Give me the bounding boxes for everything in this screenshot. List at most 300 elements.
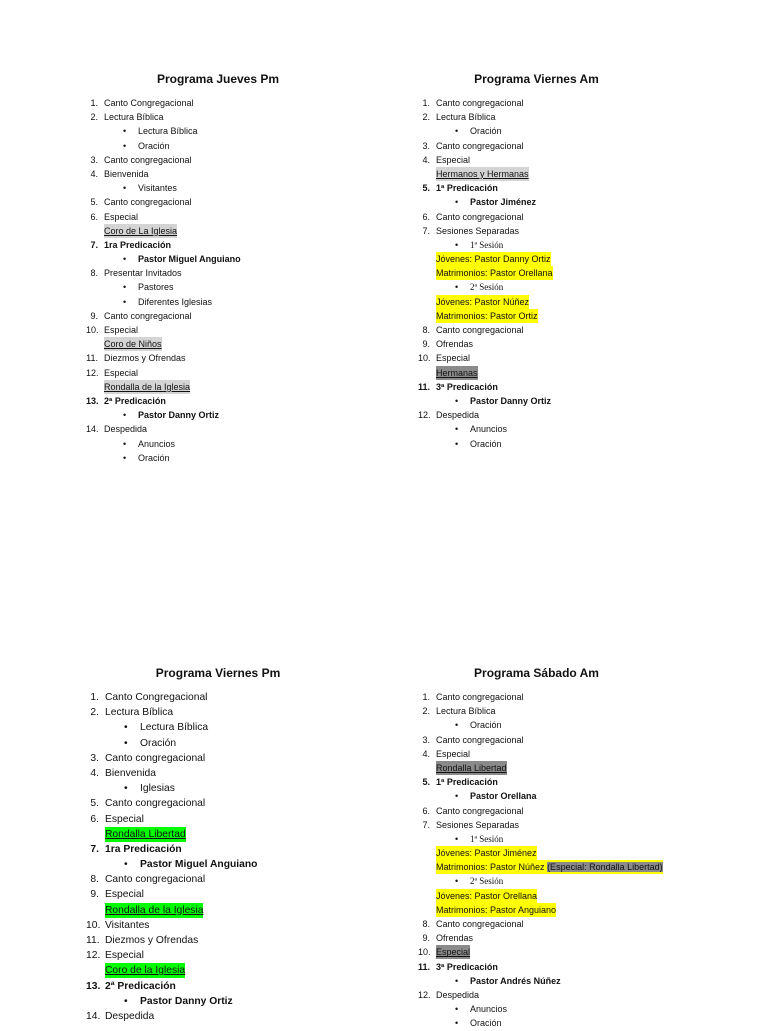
item-label: 1ª Predicación (436, 183, 498, 194)
item-number: 2. (422, 112, 430, 123)
sub-item (418, 437, 738, 451)
item-number: 12. (86, 950, 101, 962)
item-label: Especial (105, 950, 144, 962)
list-item (86, 690, 386, 705)
programa-jueves-pm (86, 72, 386, 465)
item-label: Especial (104, 211, 139, 222)
sub-item (86, 181, 386, 195)
list-item (418, 153, 738, 167)
sub-item (86, 124, 386, 138)
item-label: Especial (436, 154, 471, 165)
item-number: 3. (90, 752, 99, 764)
list-item (418, 818, 738, 832)
item-number: 3. (422, 734, 430, 745)
item-label: Especial (436, 947, 471, 958)
bullet-icon (123, 252, 126, 266)
list-item (86, 918, 386, 933)
list-item (86, 110, 386, 124)
list-item (86, 705, 386, 720)
item-label: Despedida (436, 989, 480, 1000)
highlight-note (418, 366, 738, 380)
item-label: Canto congregacional (436, 140, 524, 151)
sub-item-label: Oración (138, 140, 170, 151)
list-item (86, 195, 386, 209)
item-number: 5. (90, 798, 99, 810)
bullet-icon (455, 394, 458, 408)
item-number: 10. (418, 353, 431, 364)
item-number: 7. (90, 239, 98, 250)
item-number: 4. (422, 748, 430, 759)
item-number: 2. (90, 707, 99, 719)
sub-item-label: Pastor Danny Ortiz (470, 395, 552, 406)
item-label: Canto congregacional (436, 325, 524, 335)
item-number: 8. (422, 325, 430, 335)
list-item (86, 351, 386, 365)
list-item (86, 751, 386, 766)
sub-item-label: Oración (470, 1018, 502, 1029)
section-title: Programa Viernes Pm (155, 666, 281, 680)
sub-item-label: 2ª Sesión (470, 282, 504, 293)
sub-item-label: Oración (470, 438, 502, 449)
note-label: Coro de la Iglesia (105, 965, 186, 977)
list-item (86, 1009, 386, 1024)
list-item (86, 394, 386, 408)
sub-item-label: Pastor Miguel Anguiano (140, 859, 258, 871)
item-label: Especial (104, 325, 139, 335)
item-label: 2ª Predicación (104, 395, 166, 406)
sub-item-label: Lectura Bíblica (138, 126, 198, 137)
list-item (86, 872, 386, 887)
sub-item-label: Pastores (138, 282, 174, 293)
highlight-note (418, 903, 738, 917)
note-text (104, 224, 177, 238)
item-label: Especial (436, 748, 471, 759)
note-label: Coro de La Iglesia (104, 225, 178, 236)
item-number: 7. (422, 225, 430, 236)
sub-item-label: Pastor Andrés Núñez (470, 975, 561, 986)
highlight-note (418, 295, 738, 309)
highlight-note (418, 266, 738, 280)
item-label: Sesiones Separadas (436, 225, 520, 236)
item-number: 8. (422, 919, 430, 929)
item-label: Lectura Bíblica (436, 112, 496, 123)
note-text (436, 889, 537, 903)
bullet-icon (455, 280, 458, 294)
item-label: Diezmos y Ofrendas (105, 935, 199, 946)
bullet-icon (455, 789, 458, 803)
list-item (418, 960, 738, 974)
item-label: Visitantes (105, 919, 150, 931)
item-number: 5. (422, 183, 430, 194)
item-label: 2ª Predicación (105, 980, 176, 992)
item-number: 6. (90, 813, 99, 825)
bullet-icon (123, 280, 126, 294)
item-number: 8. (90, 268, 98, 279)
list-item (86, 309, 386, 323)
sub-item-label: Pastor Danny Ortiz (138, 410, 220, 421)
note-text (436, 846, 537, 860)
sub-item (86, 139, 386, 153)
sub-item (418, 1016, 738, 1030)
note-label: Coro de Niños (104, 339, 162, 350)
highlight-note (418, 889, 738, 903)
note-text (105, 903, 203, 918)
note-text (104, 380, 190, 394)
item-number: 1. (422, 98, 430, 108)
item-label: Presentar Invitados (104, 268, 182, 279)
highlight-note (418, 761, 738, 775)
sub-item (418, 1002, 738, 1016)
note-label: Jóvenes: Pastor Jiménez (436, 848, 537, 859)
bullet-icon (124, 736, 128, 751)
item-number: 6. (422, 805, 430, 816)
item-label: Diezmos y Ofrendas (104, 353, 186, 364)
list-item (418, 323, 738, 337)
list-item (418, 181, 738, 195)
sub-item-label: Visitantes (138, 183, 177, 194)
item-number: 9. (90, 889, 99, 901)
list-item (86, 933, 386, 948)
bullet-icon (124, 994, 128, 1009)
item-label: Canto congregacional (105, 798, 206, 810)
item-number: 13. (86, 395, 99, 406)
item-number: 11. (418, 381, 431, 392)
sub-item (86, 857, 386, 872)
list-item (418, 224, 738, 238)
list-item (86, 766, 386, 781)
item-label: Despedida (436, 410, 480, 421)
highlight-note (86, 337, 386, 351)
sub-item-label: 2ª Sesión (470, 876, 504, 887)
item-label: Lectura Bíblica (436, 706, 496, 717)
note-extra: (Especial: Rondalla Libertad) (547, 862, 663, 873)
list-item (86, 796, 386, 811)
sub-item (86, 994, 386, 1009)
item-label: 1ra Predicación (104, 239, 172, 250)
list-item (86, 812, 386, 827)
list-item (418, 690, 738, 704)
item-label: Canto congregacional (436, 919, 524, 929)
list-item (418, 733, 738, 747)
bullet-icon (123, 408, 126, 422)
sub-item (418, 124, 738, 138)
list-item (86, 238, 386, 252)
note-label: Rondalla de la Iglesia (105, 904, 204, 916)
note-label: Hermanos y Hermanas (436, 168, 529, 179)
programa-sabado-am (418, 666, 738, 1031)
item-number: 3. (422, 140, 430, 151)
item-label: Despedida (105, 1010, 155, 1022)
note-label: Matrimonios: Pastor Ortiz (436, 310, 538, 321)
item-label: Canto Congregacional (104, 98, 194, 108)
section-title: Programa Sábado Am (474, 666, 599, 680)
item-number: 4. (422, 154, 430, 165)
note-text (436, 252, 551, 266)
item-number: 11. (86, 353, 98, 364)
item-number: 10. (418, 947, 431, 958)
list-item (418, 747, 738, 761)
sub-item (418, 832, 738, 846)
item-number: 5. (422, 777, 430, 788)
list-item (418, 931, 738, 945)
sub-item (418, 718, 738, 732)
item-label: Canto congregacional (436, 211, 524, 222)
item-label: Ofrendas (436, 933, 474, 944)
item-label: Sesiones Separadas (436, 819, 520, 830)
item-label: 1ra Predicación (105, 843, 182, 855)
sub-item (418, 195, 738, 209)
list-item (86, 323, 386, 337)
item-label: Canto congregacional (436, 98, 524, 108)
sub-item-label: Diferentes Iglesias (138, 296, 213, 307)
bullet-icon (124, 781, 128, 796)
note-label: Rondalla Libertad (105, 828, 186, 840)
list-item (86, 422, 386, 436)
sub-item-label: Anuncios (138, 438, 176, 449)
list-item (86, 366, 386, 380)
bullet-icon (123, 139, 126, 153)
item-number: 5. (90, 197, 98, 208)
item-number: 1. (422, 692, 430, 702)
bullet-icon (123, 437, 126, 451)
item-label: Canto congregacional (104, 310, 192, 321)
highlight-note (86, 827, 386, 842)
list-item (418, 139, 738, 153)
item-number: 9. (90, 310, 98, 321)
item-label: Bienvenida (105, 767, 156, 779)
item-number: 9. (422, 933, 430, 944)
note-label: Hermanas (436, 367, 478, 378)
bullet-icon (124, 720, 128, 735)
sub-item-label: Pastor Jiménez (470, 197, 537, 208)
item-label: Especial (104, 367, 139, 378)
list-item (86, 210, 386, 224)
list-item (418, 210, 738, 224)
sub-item (418, 422, 738, 436)
item-number: 12. (86, 367, 99, 378)
sub-item-label: Pastor Danny Ortiz (140, 995, 233, 1007)
programa-viernes-pm (86, 666, 386, 1024)
item-label: 3ª Predicación (436, 961, 498, 972)
sub-item (418, 394, 738, 408)
sub-item (86, 295, 386, 309)
sub-item-label: 1ª Sesión (470, 239, 504, 250)
sub-item (86, 408, 386, 422)
item-label: Especial (105, 889, 144, 901)
item-label: Ofrendas (436, 339, 474, 350)
bullet-icon (123, 295, 126, 309)
highlight-note (86, 224, 386, 238)
item-label: Canto congregacional (104, 154, 192, 165)
item-label: Canto congregacional (436, 805, 524, 816)
list-item (86, 266, 386, 280)
highlight-note (86, 380, 386, 394)
item-number: 14. (86, 1010, 101, 1022)
highlight-note (418, 167, 738, 181)
item-label: Canto congregacional (105, 752, 206, 764)
sub-item-label: Iglesias (140, 783, 175, 795)
bullet-icon (455, 1002, 458, 1016)
item-label: Canto congregacional (436, 734, 524, 745)
item-number: 3. (90, 154, 98, 165)
sub-item (418, 974, 738, 988)
list-item (418, 337, 738, 351)
sub-item (86, 280, 386, 294)
item-label: Despedida (104, 424, 148, 435)
bullet-icon (455, 124, 458, 138)
list-item (86, 887, 386, 902)
item-label: 1ª Predicación (436, 777, 498, 788)
item-number: 12. (418, 410, 431, 421)
item-number: 13. (86, 980, 101, 992)
item-number: 1. (90, 98, 98, 108)
bullet-icon (455, 832, 458, 846)
list-item (418, 945, 738, 959)
list-item (86, 948, 386, 963)
item-number: 14. (86, 424, 99, 435)
item-number: 4. (90, 168, 98, 179)
item-number: 9. (422, 339, 430, 350)
sub-item-label: Oración (470, 126, 502, 137)
highlight-note (86, 903, 386, 918)
sub-item-label: Oración (470, 720, 502, 731)
program-list (86, 690, 386, 1024)
program-list (418, 96, 738, 451)
item-label: Canto congregacional (436, 692, 524, 702)
bullet-icon (123, 124, 126, 138)
item-number: 11. (86, 935, 100, 946)
note-text (105, 963, 185, 978)
sub-item-label: Lectura Bíblica (140, 722, 209, 734)
note-label: Rondalla Libertad (436, 762, 507, 773)
note-text (436, 167, 529, 181)
list-item (418, 704, 738, 718)
list-item (418, 408, 738, 422)
bullet-icon (455, 1016, 458, 1030)
highlight-note (418, 252, 738, 266)
sub-item-label: 1ª Sesión (470, 833, 504, 844)
item-label: Canto congregacional (104, 197, 192, 208)
list-item (418, 110, 738, 124)
sub-item (86, 736, 386, 751)
item-label: Lectura Bíblica (105, 707, 174, 719)
note-text (436, 860, 663, 874)
note-text (436, 295, 529, 309)
program-list (418, 690, 738, 1031)
bullet-icon (124, 857, 128, 872)
item-label: 3ª Predicación (436, 381, 498, 392)
item-number: 4. (90, 767, 99, 779)
item-number: 6. (90, 211, 98, 222)
sub-item-label: Pastor Orellana (470, 791, 537, 802)
bullet-icon (455, 238, 458, 252)
list-item (418, 775, 738, 789)
item-label: Bienvenida (104, 168, 149, 179)
note-label: Jóvenes: Pastor Orellana (436, 890, 538, 901)
list-item (418, 96, 738, 110)
note-label: Jóvenes: Pastor Danny Ortiz (436, 254, 551, 265)
bullet-icon (123, 181, 126, 195)
item-label: Canto congregacional (105, 874, 206, 886)
sub-item (418, 789, 738, 803)
sub-item-label: Anuncios (470, 1004, 508, 1015)
item-number: 7. (90, 843, 99, 855)
highlight-note (418, 309, 738, 323)
sub-item (86, 252, 386, 266)
list-item (86, 167, 386, 181)
item-number: 1. (90, 692, 99, 703)
note-text (436, 761, 507, 775)
sub-item (418, 874, 738, 888)
highlight-note (86, 963, 386, 978)
note-text (436, 309, 538, 323)
note-text (436, 903, 556, 917)
sub-item (418, 238, 738, 252)
note-text (436, 366, 478, 380)
item-number: 8. (90, 874, 99, 886)
highlight-note (418, 846, 738, 860)
sub-item (86, 451, 386, 465)
section-title: Programa Jueves Pm (156, 72, 280, 86)
list-item (86, 842, 386, 857)
list-item (418, 917, 738, 931)
note-text (104, 337, 162, 351)
item-label: Especial (105, 813, 144, 825)
highlight-note (418, 860, 738, 874)
item-number: 10. (86, 325, 99, 335)
section-title: Programa Viernes Am (474, 72, 599, 86)
item-number: 2. (422, 706, 430, 717)
sub-item (86, 720, 386, 735)
note-label: Rondalla de la Iglesia (104, 381, 191, 392)
list-item (86, 979, 386, 994)
bullet-icon (455, 422, 458, 436)
list-item (418, 351, 738, 365)
sub-item-label: Anuncios (470, 424, 508, 435)
bullet-icon (455, 718, 458, 732)
note-label: Matrimonios: Pastor Núñez (436, 862, 545, 873)
bullet-icon (123, 451, 126, 465)
list-item (418, 380, 738, 394)
bullet-icon (455, 195, 458, 209)
note-label: Matrimonios: Pastor Orellana (436, 268, 553, 279)
item-number: 2. (90, 112, 98, 123)
sub-item-label: Pastor Miguel Anguiano (138, 254, 241, 265)
list-item (418, 988, 738, 1002)
note-label: Matrimonios: Pastor Anguiano (436, 904, 557, 915)
item-number: 11. (418, 961, 431, 972)
item-label: Lectura Bíblica (104, 112, 164, 123)
item-number: 12. (418, 989, 431, 1000)
sub-item (418, 280, 738, 294)
sub-item-label: Oración (138, 452, 170, 463)
item-number: 6. (422, 211, 430, 222)
bullet-icon (455, 974, 458, 988)
item-label: Especial (436, 353, 471, 364)
sub-item (86, 437, 386, 451)
programa-viernes-am (418, 72, 738, 451)
sub-item-label: Oración (140, 737, 177, 749)
bullet-icon (455, 874, 458, 888)
list-item (418, 804, 738, 818)
item-number: 10. (86, 919, 101, 931)
item-number: 7. (422, 819, 430, 830)
note-text (436, 266, 553, 280)
list-item (86, 96, 386, 110)
list-item (86, 153, 386, 167)
program-list (86, 96, 386, 465)
bullet-icon (455, 437, 458, 451)
